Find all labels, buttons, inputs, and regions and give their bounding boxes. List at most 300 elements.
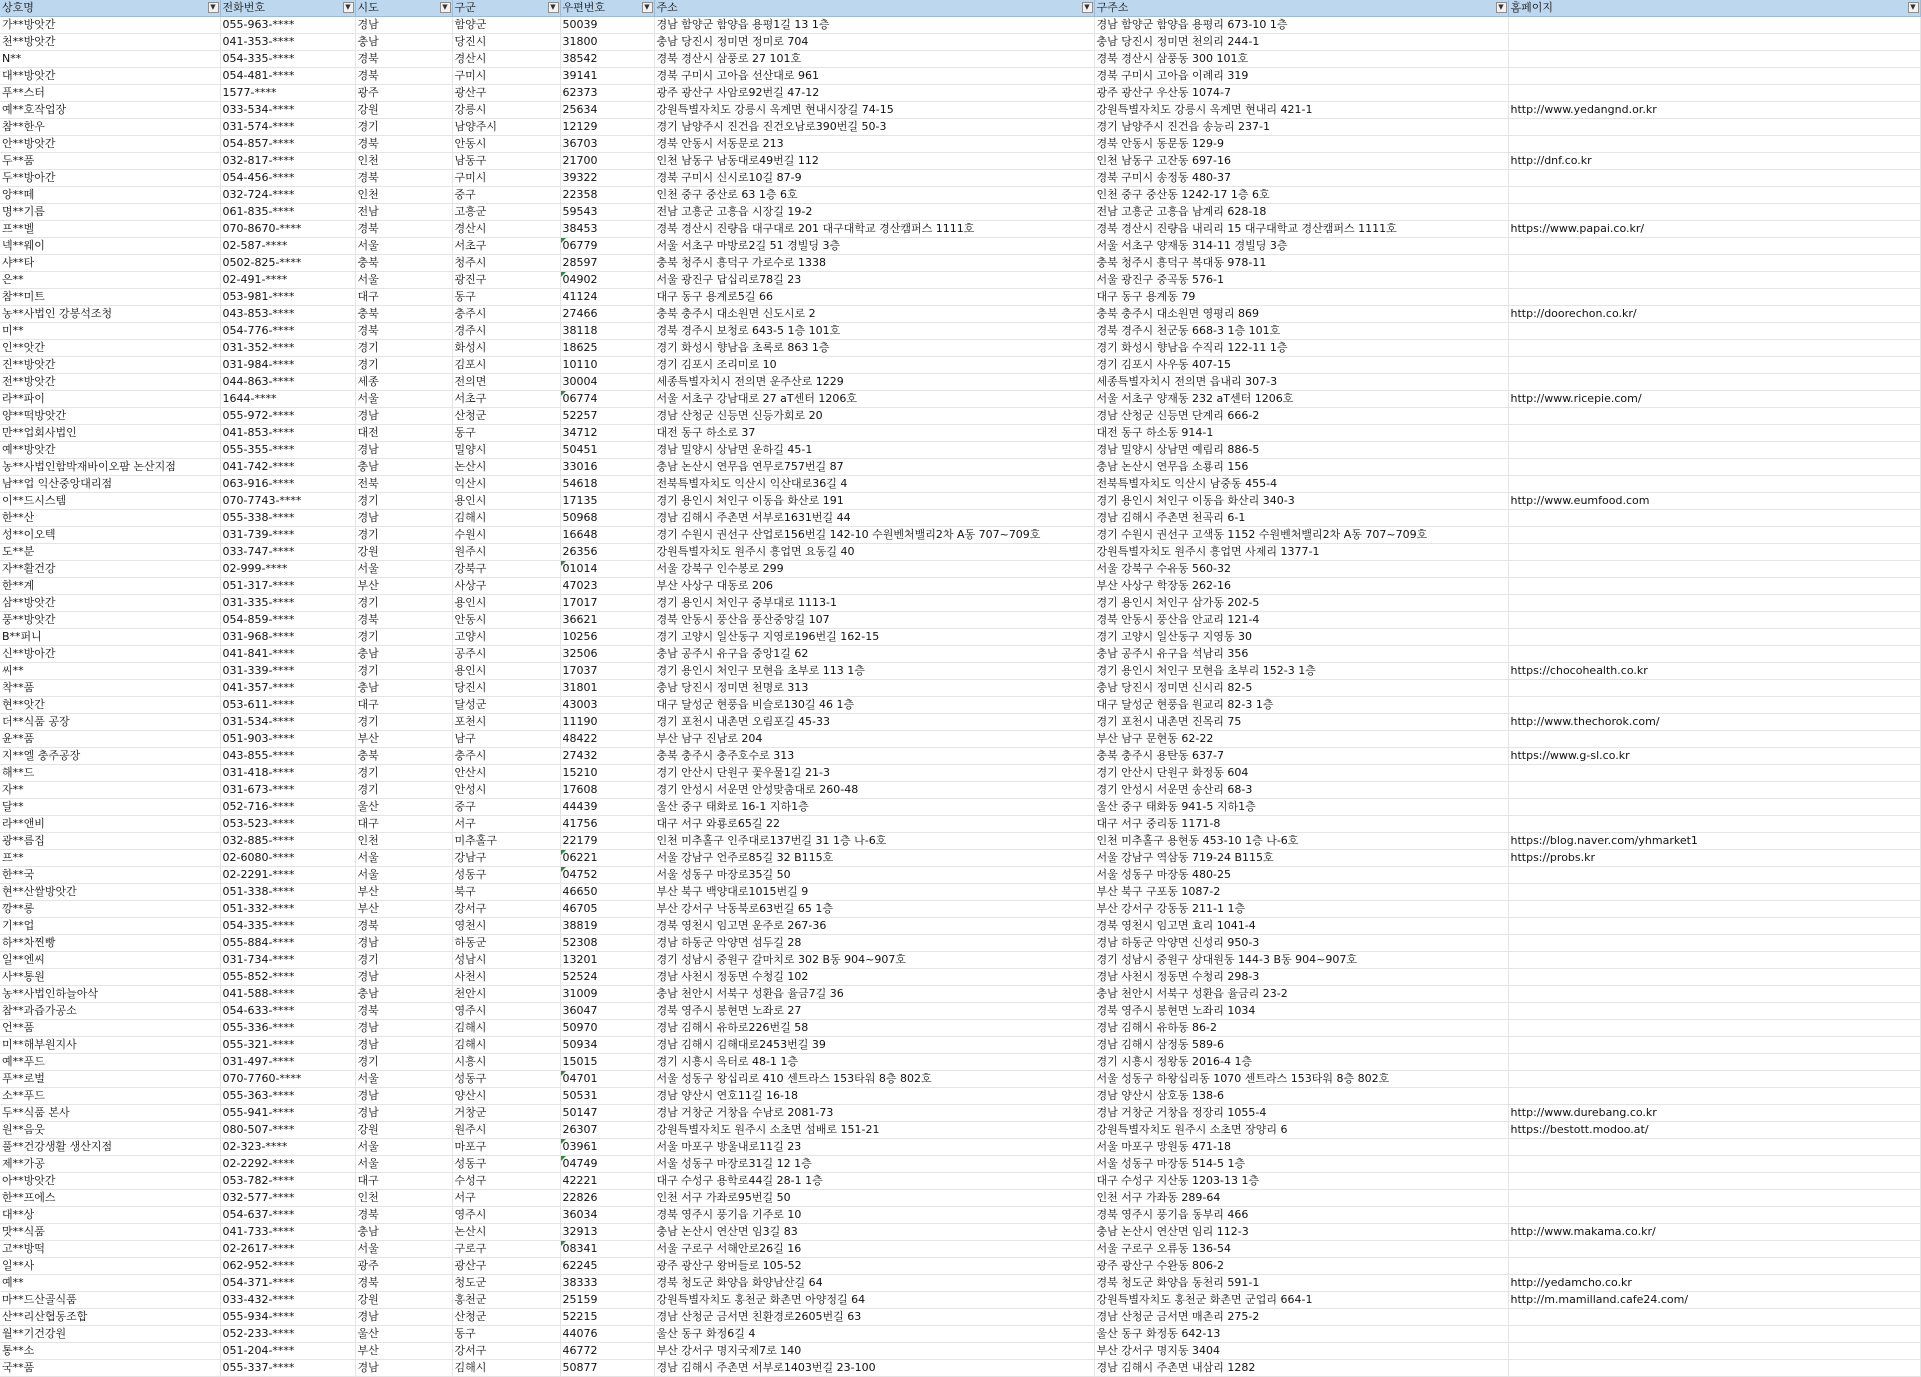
district-cell[interactable] (452, 170, 560, 187)
zipcode-cell[interactable] (560, 782, 654, 799)
district-cell[interactable] (452, 119, 560, 136)
homepage-cell[interactable] (1508, 1292, 1920, 1309)
district-cell[interactable] (452, 952, 560, 969)
district-cell[interactable] (452, 935, 560, 952)
name-cell[interactable] (0, 1105, 220, 1122)
name-cell[interactable] (0, 17, 220, 34)
zipcode-cell[interactable] (560, 85, 654, 102)
filter-dropdown-icon[interactable]: ▼ (343, 2, 354, 13)
homepage-cell[interactable] (1508, 1241, 1920, 1258)
province-cell[interactable] (355, 136, 452, 153)
district-cell[interactable] (452, 493, 560, 510)
district-cell[interactable] (452, 1326, 560, 1343)
phone-cell[interactable] (220, 323, 355, 340)
province-cell[interactable] (355, 1360, 452, 1377)
homepage-cell[interactable] (1508, 663, 1920, 680)
district-cell[interactable] (452, 731, 560, 748)
zipcode-cell[interactable] (560, 935, 654, 952)
homepage-cell[interactable] (1508, 1173, 1920, 1190)
address-cell[interactable] (654, 323, 1094, 340)
province-cell[interactable] (355, 1156, 452, 1173)
name-cell[interactable] (0, 612, 220, 629)
phone-cell[interactable] (220, 901, 355, 918)
province-cell[interactable] (355, 153, 452, 170)
name-cell[interactable] (0, 1156, 220, 1173)
address-cell[interactable] (654, 1139, 1094, 1156)
name-cell[interactable] (0, 102, 220, 119)
homepage-cell[interactable] (1508, 731, 1920, 748)
old-address-cell[interactable] (1094, 272, 1508, 289)
zipcode-cell[interactable] (560, 1139, 654, 1156)
province-cell[interactable] (355, 952, 452, 969)
zipcode-cell[interactable] (560, 442, 654, 459)
name-cell[interactable] (0, 952, 220, 969)
zipcode-cell[interactable] (560, 1088, 654, 1105)
province-cell[interactable] (355, 646, 452, 663)
filter-dropdown-icon[interactable]: ▼ (440, 2, 451, 13)
zipcode-cell[interactable] (560, 306, 654, 323)
old-address-cell[interactable] (1094, 1224, 1508, 1241)
district-cell[interactable] (452, 425, 560, 442)
phone-cell[interactable] (220, 51, 355, 68)
district-cell[interactable] (452, 476, 560, 493)
address-cell[interactable] (654, 136, 1094, 153)
district-cell[interactable] (452, 34, 560, 51)
phone-cell[interactable] (220, 221, 355, 238)
old-address-cell[interactable] (1094, 34, 1508, 51)
name-cell[interactable] (0, 1343, 220, 1360)
homepage-cell[interactable] (1508, 1020, 1920, 1037)
address-cell[interactable] (654, 1122, 1094, 1139)
zipcode-cell[interactable] (560, 884, 654, 901)
district-cell[interactable] (452, 918, 560, 935)
old-address-cell[interactable] (1094, 867, 1508, 884)
phone-cell[interactable] (220, 1054, 355, 1071)
address-cell[interactable] (654, 51, 1094, 68)
name-cell[interactable] (0, 935, 220, 952)
phone-cell[interactable] (220, 833, 355, 850)
province-cell[interactable] (355, 969, 452, 986)
province-cell[interactable] (355, 1173, 452, 1190)
old-address-cell[interactable] (1094, 1326, 1508, 1343)
phone-cell[interactable] (220, 153, 355, 170)
phone-cell[interactable] (220, 187, 355, 204)
zipcode-cell[interactable] (560, 1156, 654, 1173)
filter-dropdown-icon[interactable]: ▼ (208, 2, 219, 13)
phone-cell[interactable] (220, 1071, 355, 1088)
zipcode-cell[interactable] (560, 1003, 654, 1020)
homepage-cell[interactable] (1508, 765, 1920, 782)
district-cell[interactable] (452, 578, 560, 595)
phone-cell[interactable] (220, 238, 355, 255)
address-cell[interactable] (654, 442, 1094, 459)
homepage-cell[interactable] (1508, 306, 1920, 323)
province-cell[interactable] (355, 816, 452, 833)
old-address-cell[interactable] (1094, 85, 1508, 102)
phone-cell[interactable] (220, 1156, 355, 1173)
province-cell[interactable] (355, 510, 452, 527)
province-cell[interactable] (355, 663, 452, 680)
zipcode-cell[interactable] (560, 1360, 654, 1377)
phone-cell[interactable] (220, 1020, 355, 1037)
phone-cell[interactable] (220, 493, 355, 510)
province-cell[interactable] (355, 1071, 452, 1088)
district-cell[interactable] (452, 1020, 560, 1037)
province-cell[interactable] (355, 1275, 452, 1292)
address-cell[interactable] (654, 969, 1094, 986)
old-address-cell[interactable] (1094, 102, 1508, 119)
district-cell[interactable] (452, 663, 560, 680)
district-cell[interactable] (452, 1292, 560, 1309)
homepage-cell[interactable] (1508, 1037, 1920, 1054)
district-cell[interactable] (452, 714, 560, 731)
phone-cell[interactable] (220, 119, 355, 136)
zipcode-cell[interactable] (560, 323, 654, 340)
zipcode-cell[interactable] (560, 680, 654, 697)
address-cell[interactable] (654, 1343, 1094, 1360)
address-cell[interactable] (654, 357, 1094, 374)
address-cell[interactable] (654, 799, 1094, 816)
name-cell[interactable] (0, 765, 220, 782)
phone-cell[interactable] (220, 952, 355, 969)
province-cell[interactable] (355, 323, 452, 340)
phone-cell[interactable] (220, 680, 355, 697)
old-address-cell[interactable] (1094, 153, 1508, 170)
phone-cell[interactable] (220, 340, 355, 357)
homepage-cell[interactable] (1508, 816, 1920, 833)
old-address-cell[interactable] (1094, 697, 1508, 714)
name-cell[interactable] (0, 323, 220, 340)
phone-cell[interactable] (220, 102, 355, 119)
district-cell[interactable] (452, 799, 560, 816)
address-cell[interactable] (654, 714, 1094, 731)
province-cell[interactable] (355, 731, 452, 748)
district-cell[interactable] (452, 459, 560, 476)
name-cell[interactable] (0, 476, 220, 493)
phone-cell[interactable] (220, 1190, 355, 1207)
zipcode-cell[interactable] (560, 68, 654, 85)
zipcode-cell[interactable] (560, 663, 654, 680)
zipcode-cell[interactable] (560, 850, 654, 867)
zipcode-cell[interactable] (560, 425, 654, 442)
zipcode-cell[interactable] (560, 612, 654, 629)
district-cell[interactable] (452, 901, 560, 918)
zipcode-cell[interactable] (560, 1309, 654, 1326)
district-cell[interactable] (452, 1207, 560, 1224)
homepage-cell[interactable] (1508, 697, 1920, 714)
province-cell[interactable] (355, 357, 452, 374)
address-cell[interactable] (654, 1241, 1094, 1258)
name-cell[interactable] (0, 1071, 220, 1088)
old-address-cell[interactable] (1094, 68, 1508, 85)
phone-cell[interactable] (220, 1275, 355, 1292)
address-cell[interactable] (654, 1258, 1094, 1275)
old-address-cell[interactable] (1094, 1275, 1508, 1292)
address-cell[interactable] (654, 17, 1094, 34)
province-cell[interactable] (355, 1105, 452, 1122)
address-cell[interactable] (654, 1020, 1094, 1037)
address-cell[interactable] (654, 425, 1094, 442)
phone-cell[interactable] (220, 1258, 355, 1275)
district-cell[interactable] (452, 1241, 560, 1258)
homepage-cell[interactable] (1508, 1139, 1920, 1156)
zipcode-cell[interactable] (560, 255, 654, 272)
name-cell[interactable] (0, 221, 220, 238)
homepage-cell[interactable] (1508, 408, 1920, 425)
phone-cell[interactable] (220, 1207, 355, 1224)
name-cell[interactable] (0, 153, 220, 170)
zipcode-cell[interactable] (560, 51, 654, 68)
homepage-cell[interactable] (1508, 391, 1920, 408)
homepage-cell[interactable] (1508, 85, 1920, 102)
province-cell[interactable] (355, 272, 452, 289)
district-cell[interactable] (452, 527, 560, 544)
province-cell[interactable] (355, 238, 452, 255)
name-cell[interactable] (0, 238, 220, 255)
address-cell[interactable] (654, 544, 1094, 561)
zipcode-cell[interactable] (560, 697, 654, 714)
old-address-cell[interactable] (1094, 1360, 1508, 1377)
address-cell[interactable] (654, 884, 1094, 901)
district-cell[interactable] (452, 255, 560, 272)
zipcode-cell[interactable] (560, 1037, 654, 1054)
address-cell[interactable] (654, 1105, 1094, 1122)
old-address-cell[interactable] (1094, 748, 1508, 765)
phone-cell[interactable] (220, 17, 355, 34)
old-address-cell[interactable] (1094, 323, 1508, 340)
homepage-cell[interactable] (1508, 476, 1920, 493)
province-cell[interactable] (355, 1139, 452, 1156)
old-address-cell[interactable] (1094, 340, 1508, 357)
homepage-cell[interactable] (1508, 153, 1920, 170)
province-cell[interactable] (355, 289, 452, 306)
old-address-cell[interactable] (1094, 1071, 1508, 1088)
address-cell[interactable] (654, 493, 1094, 510)
homepage-cell[interactable] (1508, 527, 1920, 544)
district-cell[interactable] (452, 1343, 560, 1360)
old-address-cell[interactable] (1094, 561, 1508, 578)
old-address-cell[interactable] (1094, 646, 1508, 663)
district-cell[interactable] (452, 1037, 560, 1054)
name-cell[interactable] (0, 425, 220, 442)
old-address-cell[interactable] (1094, 1173, 1508, 1190)
district-cell[interactable] (452, 374, 560, 391)
address-cell[interactable] (654, 187, 1094, 204)
homepage-cell[interactable] (1508, 493, 1920, 510)
homepage-cell[interactable] (1508, 1207, 1920, 1224)
homepage-cell[interactable] (1508, 17, 1920, 34)
old-address-cell[interactable] (1094, 1003, 1508, 1020)
province-cell[interactable] (355, 17, 452, 34)
homepage-cell[interactable] (1508, 969, 1920, 986)
phone-cell[interactable] (220, 391, 355, 408)
old-address-cell[interactable] (1094, 1020, 1508, 1037)
old-address-cell[interactable] (1094, 136, 1508, 153)
phone-cell[interactable] (220, 1037, 355, 1054)
address-cell[interactable] (654, 765, 1094, 782)
zipcode-cell[interactable] (560, 799, 654, 816)
address-cell[interactable] (654, 952, 1094, 969)
name-cell[interactable] (0, 867, 220, 884)
name-cell[interactable] (0, 85, 220, 102)
zipcode-cell[interactable] (560, 1224, 654, 1241)
district-cell[interactable] (452, 544, 560, 561)
district-cell[interactable] (452, 1173, 560, 1190)
name-cell[interactable] (0, 646, 220, 663)
address-cell[interactable] (654, 1037, 1094, 1054)
district-cell[interactable] (452, 357, 560, 374)
name-cell[interactable] (0, 255, 220, 272)
homepage-cell[interactable] (1508, 833, 1920, 850)
old-address-cell[interactable] (1094, 289, 1508, 306)
address-cell[interactable] (654, 476, 1094, 493)
name-cell[interactable] (0, 850, 220, 867)
homepage-cell[interactable] (1508, 1309, 1920, 1326)
homepage-cell[interactable] (1508, 595, 1920, 612)
old-address-cell[interactable] (1094, 731, 1508, 748)
district-cell[interactable] (452, 884, 560, 901)
province-cell[interactable] (355, 1037, 452, 1054)
phone-cell[interactable] (220, 1088, 355, 1105)
province-cell[interactable] (355, 1122, 452, 1139)
district-cell[interactable] (452, 221, 560, 238)
province-cell[interactable] (355, 799, 452, 816)
old-address-cell[interactable] (1094, 935, 1508, 952)
old-address-cell[interactable] (1094, 629, 1508, 646)
province-cell[interactable] (355, 833, 452, 850)
old-address-cell[interactable] (1094, 884, 1508, 901)
homepage-cell[interactable] (1508, 1258, 1920, 1275)
old-address-cell[interactable] (1094, 782, 1508, 799)
homepage-cell[interactable] (1508, 1122, 1920, 1139)
name-cell[interactable] (0, 391, 220, 408)
old-address-cell[interactable] (1094, 1309, 1508, 1326)
district-cell[interactable] (452, 1122, 560, 1139)
district-cell[interactable] (452, 153, 560, 170)
old-address-cell[interactable] (1094, 544, 1508, 561)
district-cell[interactable] (452, 272, 560, 289)
address-cell[interactable] (654, 272, 1094, 289)
old-address-cell[interactable] (1094, 476, 1508, 493)
province-cell[interactable] (355, 782, 452, 799)
address-cell[interactable] (654, 221, 1094, 238)
address-cell[interactable] (654, 153, 1094, 170)
zipcode-cell[interactable] (560, 476, 654, 493)
zipcode-cell[interactable] (560, 136, 654, 153)
homepage-cell[interactable] (1508, 850, 1920, 867)
homepage-cell[interactable] (1508, 323, 1920, 340)
homepage-cell[interactable] (1508, 357, 1920, 374)
homepage-cell[interactable] (1508, 238, 1920, 255)
address-cell[interactable] (654, 510, 1094, 527)
phone-cell[interactable] (220, 1292, 355, 1309)
province-cell[interactable] (355, 187, 452, 204)
old-address-cell[interactable] (1094, 816, 1508, 833)
old-address-cell[interactable] (1094, 221, 1508, 238)
phone-cell[interactable] (220, 765, 355, 782)
zipcode-cell[interactable] (560, 748, 654, 765)
zipcode-cell[interactable] (560, 17, 654, 34)
name-cell[interactable] (0, 442, 220, 459)
name-cell[interactable] (0, 714, 220, 731)
homepage-cell[interactable] (1508, 136, 1920, 153)
address-cell[interactable] (654, 391, 1094, 408)
district-cell[interactable] (452, 1309, 560, 1326)
phone-cell[interactable] (220, 1224, 355, 1241)
phone-cell[interactable] (220, 884, 355, 901)
province-cell[interactable] (355, 1343, 452, 1360)
name-cell[interactable] (0, 51, 220, 68)
homepage-cell[interactable] (1508, 1003, 1920, 1020)
name-cell[interactable] (0, 1003, 220, 1020)
homepage-cell[interactable] (1508, 187, 1920, 204)
old-address-cell[interactable] (1094, 901, 1508, 918)
district-cell[interactable] (452, 442, 560, 459)
homepage-cell[interactable] (1508, 680, 1920, 697)
zipcode-cell[interactable] (560, 765, 654, 782)
zipcode-cell[interactable] (560, 561, 654, 578)
name-cell[interactable] (0, 1190, 220, 1207)
zipcode-cell[interactable] (560, 102, 654, 119)
name-cell[interactable] (0, 136, 220, 153)
phone-cell[interactable] (220, 1241, 355, 1258)
phone-cell[interactable] (220, 612, 355, 629)
district-cell[interactable] (452, 748, 560, 765)
old-address-cell[interactable] (1094, 714, 1508, 731)
homepage-cell[interactable] (1508, 1105, 1920, 1122)
old-address-cell[interactable] (1094, 51, 1508, 68)
homepage-cell[interactable] (1508, 952, 1920, 969)
province-cell[interactable] (355, 102, 452, 119)
address-cell[interactable] (654, 629, 1094, 646)
address-cell[interactable] (654, 595, 1094, 612)
district-cell[interactable] (452, 561, 560, 578)
province-cell[interactable] (355, 1088, 452, 1105)
district-cell[interactable] (452, 1088, 560, 1105)
address-cell[interactable] (654, 816, 1094, 833)
province-cell[interactable] (355, 544, 452, 561)
old-address-cell[interactable] (1094, 1156, 1508, 1173)
address-cell[interactable] (654, 833, 1094, 850)
name-cell[interactable] (0, 578, 220, 595)
phone-cell[interactable] (220, 272, 355, 289)
address-cell[interactable] (654, 1071, 1094, 1088)
province-cell[interactable] (355, 374, 452, 391)
homepage-cell[interactable] (1508, 901, 1920, 918)
province-cell[interactable] (355, 901, 452, 918)
district-cell[interactable] (452, 833, 560, 850)
old-address-cell[interactable] (1094, 374, 1508, 391)
phone-cell[interactable] (220, 306, 355, 323)
zipcode-cell[interactable] (560, 1054, 654, 1071)
zipcode-cell[interactable] (560, 714, 654, 731)
phone-cell[interactable] (220, 867, 355, 884)
address-cell[interactable] (654, 680, 1094, 697)
district-cell[interactable] (452, 1003, 560, 1020)
district-cell[interactable] (452, 136, 560, 153)
district-cell[interactable] (452, 1275, 560, 1292)
phone-cell[interactable] (220, 731, 355, 748)
old-address-cell[interactable] (1094, 357, 1508, 374)
homepage-cell[interactable] (1508, 1224, 1920, 1241)
district-cell[interactable] (452, 697, 560, 714)
name-cell[interactable] (0, 119, 220, 136)
homepage-cell[interactable] (1508, 799, 1920, 816)
homepage-cell[interactable] (1508, 935, 1920, 952)
name-cell[interactable] (0, 1037, 220, 1054)
name-cell[interactable] (0, 1139, 220, 1156)
province-cell[interactable] (355, 884, 452, 901)
